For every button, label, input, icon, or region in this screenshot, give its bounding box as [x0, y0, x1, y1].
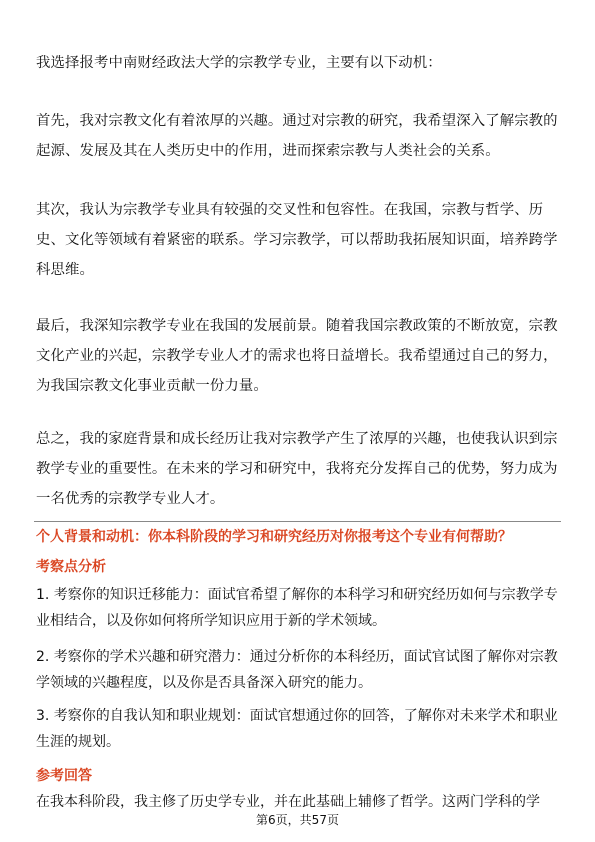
intro-paragraph: 我选择报考中南财经政法大学的宗教学专业，主要有以下动机：: [36, 55, 442, 71]
paragraph-second: 其次，我认为宗教学专业具有较强的交叉性和包容性。在我国，宗教与哲学、历史、文化等领域有着紧密的联系。学习宗教学，可以帮助我拓展知识面，培养跨学科思维。: [36, 202, 558, 278]
analysis-heading: 考察点分析: [36, 559, 106, 575]
analysis-item-3: 3. 考察你的自我认知和职业规划：面试官想通过你的回答，了解你对未来学术和职业生涯的规划。: [36, 708, 558, 750]
analysis-item-2: 2. 考察你的学术兴趣和研究潜力：通过分析你的本科经历，面试官试图了解你对宗教学领域的兴趣程度，以及你是否具备深入研究的能力。: [36, 649, 558, 691]
paragraph-last: 最后，我深知宗教学专业在我国的发展前景。随着我国宗教政策的不断放宽，宗教文化产业的兴起，宗教学专业人才的需求也将日益增长。我希望通过自己的努力，为我国宗教文化事业贡献一份力量。: [36, 318, 558, 394]
analysis-item-1: 1. 考察你的知识迁移能力：面试官希望了解你的本科学习和研究经历如何与宗教学专业相结合，以及你如何将所学知识应用于新的学术领域。: [36, 587, 558, 629]
paragraph-conclusion: 总之，我的家庭背景和成长经历让我对宗教学产生了浓厚的兴趣，也使我认识到宗教学专业的重要性。在未来的学习和研究中，我将充分发挥自己的优势，努力成为一名优秀的宗教学专业人才。: [36, 431, 558, 507]
question-heading: 个人背景和动机：你本科阶段的学习和研究经历对你报考这个专业有何帮助？: [36, 529, 512, 545]
answer-heading: 参考回答: [36, 768, 92, 784]
paragraph-first: 首先，我对宗教文化有着浓厚的兴趣。通过对宗教的研究，我希望深入了解宗教的起源、发展及其在人类历史中的作用，进而探索宗教与人类社会的关系。: [36, 113, 558, 159]
answer-text: 在我本科阶段，我主修了历史学专业，并在此基础上辅修了哲学。这两门学科的学: [36, 794, 540, 810]
section-divider: [34, 521, 561, 522]
page-number: 第6页，共57页: [256, 813, 339, 827]
